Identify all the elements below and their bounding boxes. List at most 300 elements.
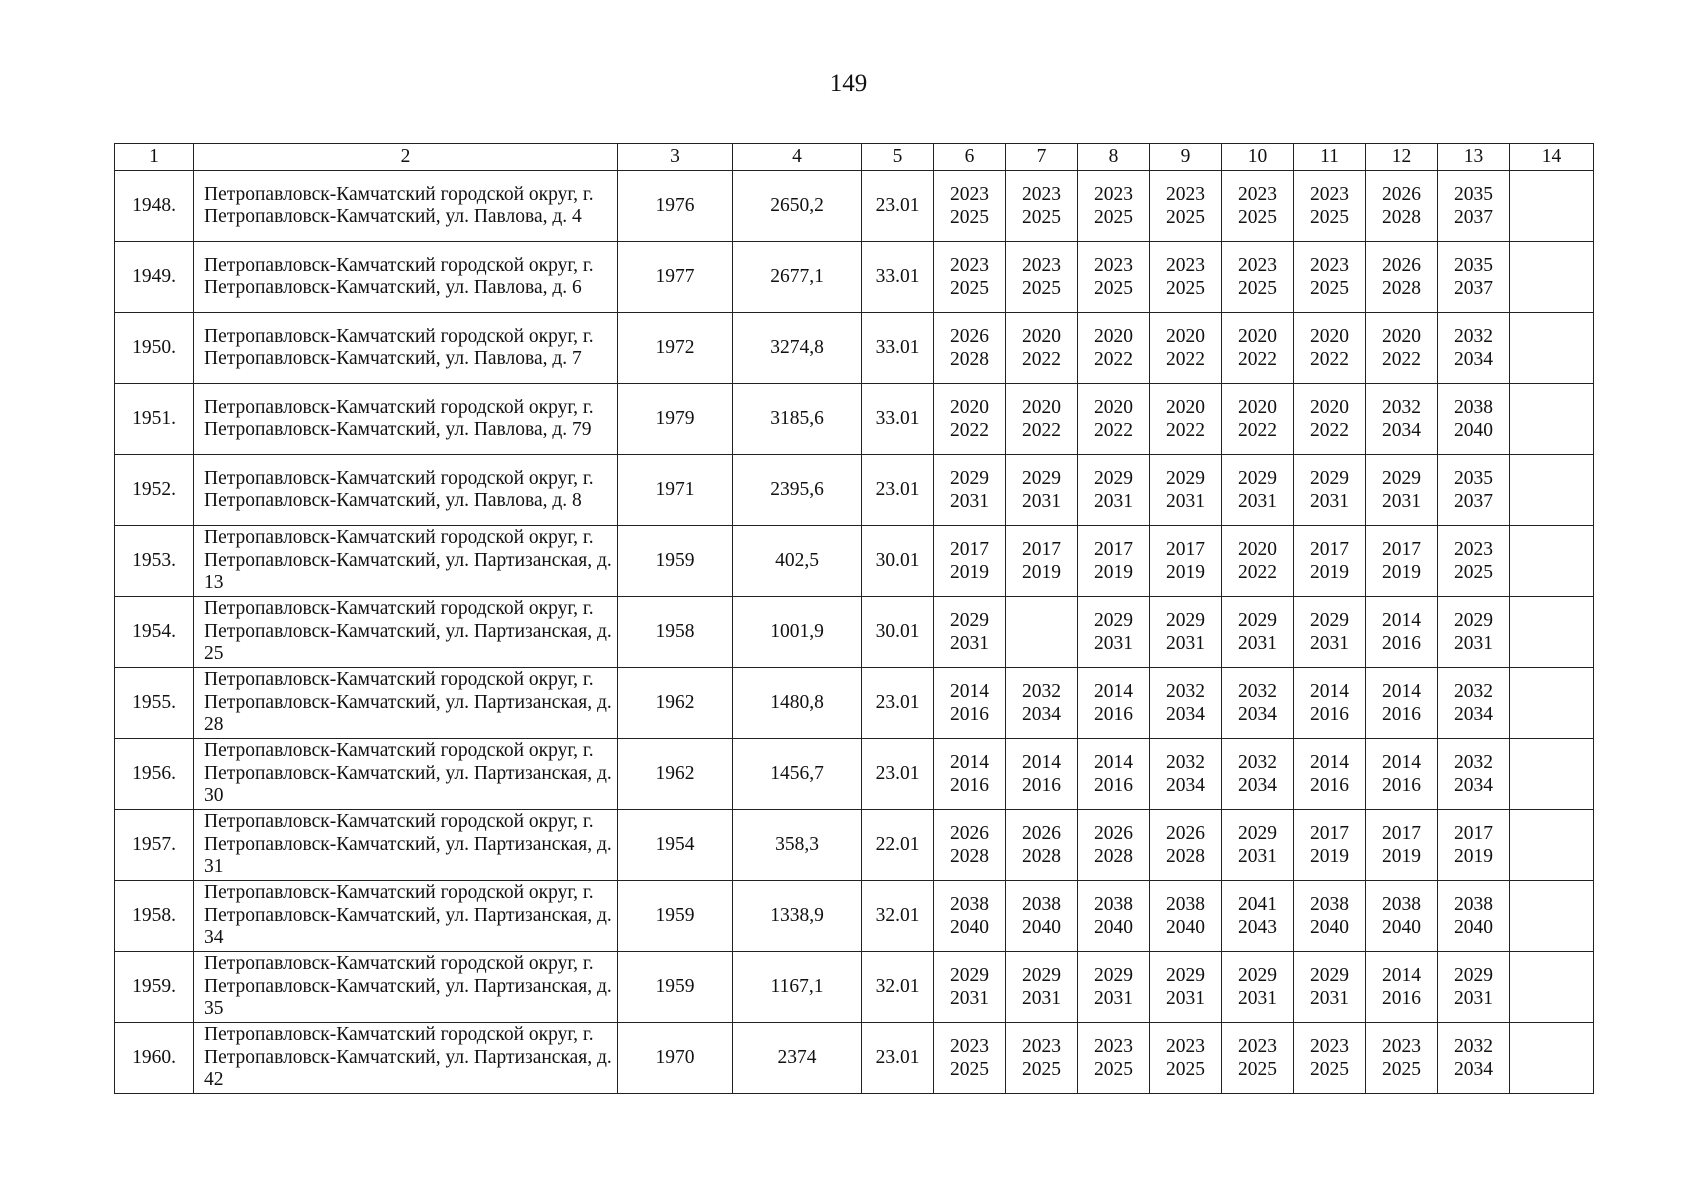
period-cell bbox=[1150, 881, 1222, 952]
period-cell bbox=[1222, 881, 1294, 952]
period-start-year: 2014 bbox=[1310, 681, 1349, 702]
period-cell bbox=[1150, 313, 1222, 384]
period-end-year: 2028 bbox=[1166, 846, 1205, 867]
period-cell bbox=[1150, 171, 1222, 242]
period-cell bbox=[1078, 739, 1150, 810]
period-start-year: 2020 bbox=[1238, 539, 1277, 560]
year-built-cell: 1954 bbox=[618, 810, 733, 881]
period-start-year: 2029 bbox=[1382, 468, 1421, 489]
period-end-year: 2034 bbox=[1022, 704, 1061, 725]
period-start-year: 2029 bbox=[1238, 610, 1277, 631]
period-cell bbox=[1150, 597, 1222, 668]
period-end-year: 2031 bbox=[1094, 988, 1133, 1009]
period-cell bbox=[1438, 171, 1510, 242]
period-end-year: 2019 bbox=[1382, 562, 1421, 583]
area-cell: 2677,1 bbox=[733, 242, 862, 313]
period-end-year: 2025 bbox=[1022, 278, 1061, 299]
period-cell bbox=[1438, 384, 1510, 455]
period-cell bbox=[1006, 952, 1078, 1023]
period-end-year: 2025 bbox=[1022, 1059, 1061, 1080]
year-built-cell: 1959 bbox=[618, 881, 733, 952]
column-header: 14 bbox=[1510, 144, 1594, 171]
period-start-year: 2020 bbox=[950, 397, 989, 418]
period-end-year: 2040 bbox=[1454, 917, 1493, 938]
header-row bbox=[115, 144, 1594, 171]
period-end-year: 2025 bbox=[1022, 207, 1061, 228]
period-start-year: 2026 bbox=[950, 823, 989, 844]
period-end-year: 2016 bbox=[1094, 704, 1133, 725]
period-cell bbox=[1366, 881, 1438, 952]
period-cell bbox=[1150, 668, 1222, 739]
period-end-year: 2040 bbox=[950, 917, 989, 938]
period-cell bbox=[934, 668, 1006, 739]
period-end-year: 2028 bbox=[1094, 846, 1133, 867]
period-start-year: 2020 bbox=[1166, 326, 1205, 347]
period-cell bbox=[1366, 455, 1438, 526]
period-cell bbox=[1294, 881, 1366, 952]
period-start-year: 2023 bbox=[1454, 539, 1493, 560]
period-start-year: 2023 bbox=[1310, 184, 1349, 205]
period-start-year: 2038 bbox=[1094, 894, 1133, 915]
period-end-year: 2025 bbox=[950, 278, 989, 299]
area-cell: 2395,6 bbox=[733, 455, 862, 526]
area-cell: 3185,6 bbox=[733, 384, 862, 455]
period-cell bbox=[1366, 526, 1438, 597]
period-cell bbox=[1294, 384, 1366, 455]
period-start-year: 2023 bbox=[950, 1036, 989, 1057]
period-end-year: 2034 bbox=[1382, 420, 1421, 441]
period-start-year: 2023 bbox=[1094, 184, 1133, 205]
code-cell: 23.01 bbox=[862, 739, 934, 810]
row-number: 1957. bbox=[115, 810, 194, 881]
period-end-year: 2028 bbox=[1382, 278, 1421, 299]
period-end-year: 2031 bbox=[950, 491, 989, 512]
period-cell bbox=[1078, 810, 1150, 881]
period-cell bbox=[1222, 597, 1294, 668]
period-cell bbox=[1222, 455, 1294, 526]
period-start-year: 2038 bbox=[1454, 397, 1493, 418]
column-header: 1 bbox=[115, 144, 194, 171]
period-start-year: 2029 bbox=[1454, 965, 1493, 986]
period-start-year: 2023 bbox=[1310, 255, 1349, 276]
period-end-year: 2031 bbox=[1454, 988, 1493, 1009]
column-14-cell bbox=[1510, 952, 1594, 1023]
period-start-year: 2038 bbox=[1166, 894, 1205, 915]
period-cell bbox=[1366, 1023, 1438, 1094]
period-end-year: 2028 bbox=[950, 349, 989, 370]
period-start-year: 2032 bbox=[1454, 326, 1493, 347]
table-row bbox=[115, 242, 1594, 313]
column-14-cell bbox=[1510, 313, 1594, 384]
period-end-year: 2034 bbox=[1166, 704, 1205, 725]
period-start-year: 2023 bbox=[1238, 255, 1277, 276]
period-cell bbox=[1150, 526, 1222, 597]
period-start-year: 2041 bbox=[1238, 894, 1277, 915]
period-cell bbox=[1366, 597, 1438, 668]
code-cell: 22.01 bbox=[862, 810, 934, 881]
code-cell: 23.01 bbox=[862, 668, 934, 739]
period-start-year: 2032 bbox=[1022, 681, 1061, 702]
address-cell: Петропавловск-Камчатский городской округ, г. Петропавловск-Камчатский, ул. Партизанская, д. 34 bbox=[194, 881, 618, 952]
period-cell bbox=[1438, 810, 1510, 881]
period-start-year: 2032 bbox=[1454, 681, 1493, 702]
period-start-year: 2032 bbox=[1238, 681, 1277, 702]
period-cell bbox=[1222, 171, 1294, 242]
period-cell bbox=[1006, 384, 1078, 455]
period-end-year: 2034 bbox=[1454, 1059, 1493, 1080]
row-number: 1956. bbox=[115, 739, 194, 810]
period-cell bbox=[1006, 242, 1078, 313]
period-start-year: 2020 bbox=[1238, 326, 1277, 347]
period-start-year: 2029 bbox=[1454, 610, 1493, 631]
period-cell bbox=[1438, 881, 1510, 952]
period-cell bbox=[1438, 1023, 1510, 1094]
column-header: 3 bbox=[618, 144, 733, 171]
period-start-year: 2035 bbox=[1454, 184, 1493, 205]
period-cell bbox=[1366, 242, 1438, 313]
period-cell bbox=[1150, 1023, 1222, 1094]
period-cell bbox=[1294, 952, 1366, 1023]
period-cell bbox=[1438, 526, 1510, 597]
column-14-cell bbox=[1510, 455, 1594, 526]
period-end-year: 2016 bbox=[1094, 775, 1133, 796]
period-cell bbox=[934, 952, 1006, 1023]
address-cell: Петропавловск-Камчатский городской округ, г. Петропавловск-Камчатский, ул. Партизанская, д. 30 bbox=[194, 739, 618, 810]
period-end-year: 2031 bbox=[1238, 491, 1277, 512]
page-number: 149 bbox=[829, 70, 868, 97]
period-end-year: 2016 bbox=[950, 775, 989, 796]
area-cell: 3274,8 bbox=[733, 313, 862, 384]
period-start-year: 2014 bbox=[1022, 752, 1061, 773]
period-start-year: 2029 bbox=[1166, 610, 1205, 631]
period-cell bbox=[1006, 881, 1078, 952]
period-cell bbox=[1078, 526, 1150, 597]
period-end-year: 2031 bbox=[1238, 988, 1277, 1009]
period-end-year: 2022 bbox=[1094, 349, 1133, 370]
period-start-year: 2035 bbox=[1454, 255, 1493, 276]
area-cell: 1001,9 bbox=[733, 597, 862, 668]
table-row bbox=[115, 1023, 1594, 1094]
period-start-year: 2026 bbox=[1166, 823, 1205, 844]
period-start-year: 2023 bbox=[1382, 1036, 1421, 1057]
period-end-year: 2031 bbox=[950, 633, 989, 654]
period-end-year: 2022 bbox=[1310, 420, 1349, 441]
period-end-year: 2025 bbox=[1166, 207, 1205, 228]
period-cell bbox=[934, 597, 1006, 668]
address-cell: Петропавловск-Камчатский городской округ, г. Петропавловск-Камчатский, ул. Павлова, д. 79 bbox=[194, 384, 618, 455]
code-cell: 30.01 bbox=[862, 526, 934, 597]
row-number: 1959. bbox=[115, 952, 194, 1023]
table-row bbox=[115, 171, 1594, 242]
period-start-year: 2029 bbox=[1094, 610, 1133, 631]
period-cell bbox=[1078, 881, 1150, 952]
period-end-year: 2025 bbox=[1166, 1059, 1205, 1080]
table-row bbox=[115, 313, 1594, 384]
column-header: 12 bbox=[1366, 144, 1438, 171]
period-end-year: 2031 bbox=[950, 988, 989, 1009]
period-cell bbox=[1294, 455, 1366, 526]
period-end-year: 2022 bbox=[1166, 349, 1205, 370]
row-number: 1952. bbox=[115, 455, 194, 526]
period-start-year: 2017 bbox=[1022, 539, 1061, 560]
area-cell: 402,5 bbox=[733, 526, 862, 597]
period-end-year: 2031 bbox=[1454, 633, 1493, 654]
period-start-year: 2032 bbox=[1166, 752, 1205, 773]
period-cell bbox=[1222, 668, 1294, 739]
period-start-year: 2026 bbox=[1094, 823, 1133, 844]
column-header: 9 bbox=[1150, 144, 1222, 171]
period-start-year: 2017 bbox=[1382, 539, 1421, 560]
period-cell bbox=[934, 881, 1006, 952]
period-start-year: 2038 bbox=[1382, 894, 1421, 915]
address-cell: Петропавловск-Камчатский городской округ, г. Петропавловск-Камчатский, ул. Партизанская, д. 42 bbox=[194, 1023, 618, 1094]
period-end-year: 2025 bbox=[1094, 1059, 1133, 1080]
row-number: 1955. bbox=[115, 668, 194, 739]
period-end-year: 2022 bbox=[1238, 349, 1277, 370]
column-14-cell bbox=[1510, 526, 1594, 597]
period-cell bbox=[1294, 668, 1366, 739]
period-end-year: 2016 bbox=[1382, 988, 1421, 1009]
period-start-year: 2029 bbox=[1238, 468, 1277, 489]
period-start-year: 2035 bbox=[1454, 468, 1493, 489]
period-end-year: 2025 bbox=[1310, 278, 1349, 299]
year-built-cell: 1971 bbox=[618, 455, 733, 526]
period-end-year: 2031 bbox=[1238, 633, 1277, 654]
period-end-year: 2025 bbox=[1310, 1059, 1349, 1080]
period-cell bbox=[934, 810, 1006, 881]
period-end-year: 2034 bbox=[1454, 349, 1493, 370]
period-start-year: 2038 bbox=[1454, 894, 1493, 915]
period-cell bbox=[1438, 313, 1510, 384]
row-number: 1953. bbox=[115, 526, 194, 597]
period-end-year: 2019 bbox=[1166, 562, 1205, 583]
period-start-year: 2026 bbox=[1382, 184, 1421, 205]
period-cell bbox=[1078, 597, 1150, 668]
period-start-year: 2017 bbox=[1454, 823, 1493, 844]
period-cell bbox=[934, 526, 1006, 597]
table-row bbox=[115, 952, 1594, 1023]
period-start-year: 2029 bbox=[950, 965, 989, 986]
row-number: 1949. bbox=[115, 242, 194, 313]
period-cell bbox=[1150, 242, 1222, 313]
period-start-year: 2023 bbox=[1022, 255, 1061, 276]
period-end-year: 2025 bbox=[1094, 278, 1133, 299]
address-cell: Петропавловск-Камчатский городской округ, г. Петропавловск-Камчатский, ул. Павлова, д. 6 bbox=[194, 242, 618, 313]
period-cell bbox=[1006, 455, 1078, 526]
address-cell: Петропавловск-Камчатский городской округ, г. Петропавловск-Камчатский, ул. Партизанская, д. 13 bbox=[194, 526, 618, 597]
period-end-year: 2016 bbox=[1310, 704, 1349, 725]
period-end-year: 2019 bbox=[1022, 562, 1061, 583]
period-cell bbox=[1222, 526, 1294, 597]
period-cell bbox=[1294, 597, 1366, 668]
period-end-year: 2031 bbox=[1310, 491, 1349, 512]
period-end-year: 2019 bbox=[1310, 562, 1349, 583]
period-cell bbox=[1222, 1023, 1294, 1094]
period-end-year: 2022 bbox=[1382, 349, 1421, 370]
period-end-year: 2031 bbox=[1022, 988, 1061, 1009]
row-number: 1948. bbox=[115, 171, 194, 242]
period-end-year: 2022 bbox=[1310, 349, 1349, 370]
column-14-cell bbox=[1510, 242, 1594, 313]
period-start-year: 2023 bbox=[1310, 1036, 1349, 1057]
column-header: 6 bbox=[934, 144, 1006, 171]
period-end-year: 2025 bbox=[950, 207, 989, 228]
period-end-year: 2040 bbox=[1454, 420, 1493, 441]
period-start-year: 2014 bbox=[1382, 610, 1421, 631]
period-start-year: 2014 bbox=[1382, 681, 1421, 702]
code-cell: 23.01 bbox=[862, 455, 934, 526]
area-cell: 358,3 bbox=[733, 810, 862, 881]
period-cell bbox=[934, 171, 1006, 242]
code-cell: 33.01 bbox=[862, 313, 934, 384]
period-start-year: 2017 bbox=[950, 539, 989, 560]
address-cell: Петропавловск-Камчатский городской округ, г. Петропавловск-Камчатский, ул. Павлова, д. 4 bbox=[194, 171, 618, 242]
period-cell bbox=[934, 1023, 1006, 1094]
period-start-year: 2017 bbox=[1310, 823, 1349, 844]
column-14-cell bbox=[1510, 810, 1594, 881]
period-start-year: 2029 bbox=[1238, 823, 1277, 844]
period-start-year: 2014 bbox=[950, 752, 989, 773]
period-end-year: 2016 bbox=[1382, 633, 1421, 654]
period-start-year: 2032 bbox=[1454, 1036, 1493, 1057]
period-end-year: 2040 bbox=[1022, 917, 1061, 938]
period-start-year: 2017 bbox=[1166, 539, 1205, 560]
period-cell bbox=[1438, 455, 1510, 526]
address-cell: Петропавловск-Камчатский городской округ, г. Петропавловск-Камчатский, ул. Партизанская, д. 35 bbox=[194, 952, 618, 1023]
year-built-cell: 1979 bbox=[618, 384, 733, 455]
period-start-year: 2014 bbox=[950, 681, 989, 702]
period-cell bbox=[1078, 384, 1150, 455]
period-start-year: 2029 bbox=[1166, 965, 1205, 986]
period-end-year: 2025 bbox=[1382, 1059, 1421, 1080]
period-cell bbox=[1006, 171, 1078, 242]
code-cell: 33.01 bbox=[862, 242, 934, 313]
period-cell bbox=[1078, 242, 1150, 313]
period-start-year: 2017 bbox=[1094, 539, 1133, 560]
period-end-year: 2031 bbox=[1238, 846, 1277, 867]
period-start-year: 2020 bbox=[1022, 326, 1061, 347]
period-end-year: 2028 bbox=[950, 846, 989, 867]
period-end-year: 2043 bbox=[1238, 917, 1277, 938]
period-cell bbox=[1294, 739, 1366, 810]
period-start-year: 2029 bbox=[950, 468, 989, 489]
period-end-year: 2022 bbox=[1238, 420, 1277, 441]
column-header: 2 bbox=[194, 144, 618, 171]
period-cell bbox=[1438, 597, 1510, 668]
address-cell: Петропавловск-Камчатский городской округ, г. Петропавловск-Камчатский, ул. Партизанская, д. 28 bbox=[194, 668, 618, 739]
column-14-cell bbox=[1510, 1023, 1594, 1094]
period-start-year: 2023 bbox=[950, 184, 989, 205]
period-cell bbox=[1366, 952, 1438, 1023]
period-end-year: 2022 bbox=[1094, 420, 1133, 441]
period-start-year: 2029 bbox=[1022, 965, 1061, 986]
period-start-year: 2023 bbox=[1094, 255, 1133, 276]
period-cell bbox=[1150, 455, 1222, 526]
period-start-year: 2023 bbox=[1166, 255, 1205, 276]
year-built-cell: 1962 bbox=[618, 739, 733, 810]
period-start-year: 2020 bbox=[1166, 397, 1205, 418]
period-start-year: 2029 bbox=[1094, 468, 1133, 489]
column-header: 4 bbox=[733, 144, 862, 171]
period-cell bbox=[1366, 384, 1438, 455]
period-cell bbox=[1006, 1023, 1078, 1094]
period-end-year: 2037 bbox=[1454, 278, 1493, 299]
period-cell bbox=[1150, 384, 1222, 455]
registry-table bbox=[114, 143, 1594, 1094]
code-cell: 32.01 bbox=[862, 952, 934, 1023]
period-end-year: 2025 bbox=[1094, 207, 1133, 228]
period-start-year: 2032 bbox=[1166, 681, 1205, 702]
column-header: 7 bbox=[1006, 144, 1078, 171]
period-start-year: 2029 bbox=[1166, 468, 1205, 489]
period-start-year: 2029 bbox=[1310, 468, 1349, 489]
code-cell: 23.01 bbox=[862, 171, 934, 242]
period-end-year: 2025 bbox=[1238, 278, 1277, 299]
code-cell: 30.01 bbox=[862, 597, 934, 668]
period-cell bbox=[1222, 952, 1294, 1023]
period-end-year: 2025 bbox=[1454, 562, 1493, 583]
column-header: 11 bbox=[1294, 144, 1366, 171]
period-start-year: 2014 bbox=[1310, 752, 1349, 773]
period-end-year: 2031 bbox=[1022, 491, 1061, 512]
table-header bbox=[115, 144, 1594, 171]
period-end-year: 2019 bbox=[1094, 562, 1133, 583]
period-end-year: 2016 bbox=[1022, 775, 1061, 796]
period-cell bbox=[1294, 171, 1366, 242]
period-cell bbox=[1366, 668, 1438, 739]
period-cell bbox=[934, 313, 1006, 384]
period-cell bbox=[1222, 810, 1294, 881]
period-cell bbox=[1150, 952, 1222, 1023]
period-start-year: 2038 bbox=[950, 894, 989, 915]
row-number: 1951. bbox=[115, 384, 194, 455]
period-start-year: 2032 bbox=[1238, 752, 1277, 773]
period-end-year: 2022 bbox=[1022, 420, 1061, 441]
table-row bbox=[115, 668, 1594, 739]
period-start-year: 2017 bbox=[1382, 823, 1421, 844]
code-cell: 23.01 bbox=[862, 1023, 934, 1094]
period-end-year: 2037 bbox=[1454, 207, 1493, 228]
period-start-year: 2023 bbox=[950, 255, 989, 276]
period-cell bbox=[1438, 242, 1510, 313]
period-cell bbox=[1294, 526, 1366, 597]
period-cell bbox=[1294, 242, 1366, 313]
period-end-year: 2031 bbox=[1310, 633, 1349, 654]
table-row bbox=[115, 384, 1594, 455]
year-built-cell: 1959 bbox=[618, 526, 733, 597]
period-end-year: 2034 bbox=[1238, 775, 1277, 796]
table-row bbox=[115, 526, 1594, 597]
period-start-year: 2023 bbox=[1022, 1036, 1061, 1057]
table-row bbox=[115, 597, 1594, 668]
address-cell: Петропавловск-Камчатский городской округ, г. Петропавловск-Камчатский, ул. Павлова, д. 8 bbox=[194, 455, 618, 526]
period-start-year: 2020 bbox=[1022, 397, 1061, 418]
row-number: 1958. bbox=[115, 881, 194, 952]
period-start-year: 2038 bbox=[1022, 894, 1061, 915]
period-cell bbox=[1078, 952, 1150, 1023]
period-start-year: 2023 bbox=[1166, 184, 1205, 205]
column-14-cell bbox=[1510, 881, 1594, 952]
period-end-year: 2016 bbox=[1382, 775, 1421, 796]
period-start-year: 2020 bbox=[1382, 326, 1421, 347]
area-cell: 1480,8 bbox=[733, 668, 862, 739]
period-end-year: 2019 bbox=[1382, 846, 1421, 867]
period-end-year: 2019 bbox=[950, 562, 989, 583]
year-built-cell: 1958 bbox=[618, 597, 733, 668]
period-cell bbox=[1366, 171, 1438, 242]
year-built-cell: 1962 bbox=[618, 668, 733, 739]
period-cell bbox=[1438, 952, 1510, 1023]
